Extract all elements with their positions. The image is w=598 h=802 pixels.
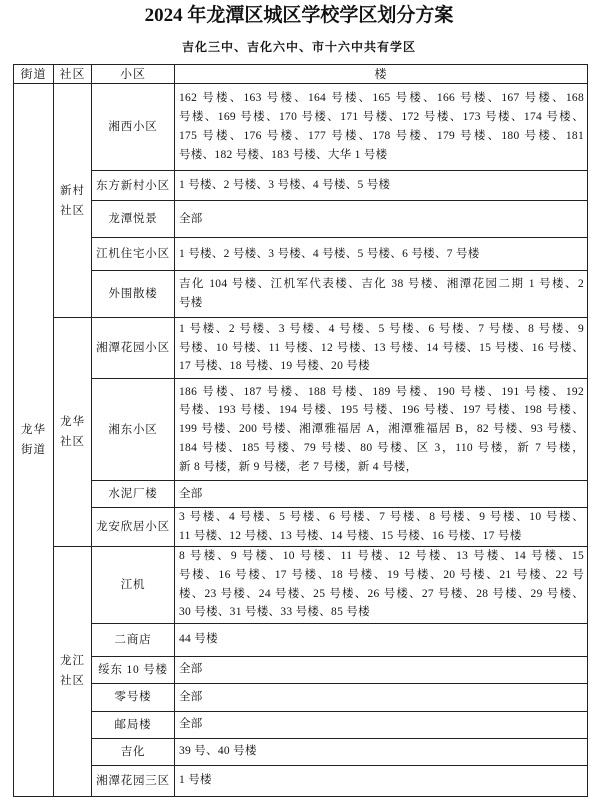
compound-name-cell: 绥东 10 号楼 bbox=[92, 656, 175, 683]
compound-name-cell: 龙安欣居小区 bbox=[92, 508, 175, 547]
header-buildings: 楼 bbox=[175, 65, 588, 84]
table-row bbox=[14, 508, 588, 547]
buildings-cell bbox=[175, 546, 588, 623]
buildings-text-line: 186 号楼、187 号楼、188 号楼、189 号楼、190 号楼、191 号楼、192 bbox=[179, 385, 584, 398]
compound-name-cell: 外围散楼 bbox=[92, 271, 175, 318]
table-row bbox=[14, 201, 588, 238]
table-row bbox=[14, 765, 588, 796]
buildings-text-line: 全部 bbox=[179, 663, 203, 676]
buildings-text-line: 全部 bbox=[179, 487, 203, 500]
compound-name-cell: 江机 bbox=[92, 546, 175, 623]
buildings-text-line: 175 号楼、176 号楼、177 号楼、178 号楼、179 号楼、180 号楼、181 bbox=[179, 130, 584, 142]
buildings-text-line: 17 号楼、18 号楼、19 号楼、20 号楼 bbox=[179, 360, 370, 373]
compound-name-cell: 零号楼 bbox=[92, 683, 175, 711]
buildings-cell bbox=[175, 711, 588, 738]
buildings-text-line: 39 号、40 号楼 bbox=[179, 745, 257, 758]
buildings-text-line: 全部 bbox=[179, 718, 203, 731]
compound-name-cell: 湘东小区 bbox=[92, 379, 175, 481]
buildings-text-line: 号楼、182 号楼、183 号楼、大华 1 号楼 bbox=[179, 148, 388, 161]
table-row bbox=[14, 84, 588, 171]
buildings-cell bbox=[175, 201, 588, 238]
document-subtitle: 吉化三中、吉化六中、市十六中共有学区 bbox=[181, 40, 416, 54]
buildings-cell bbox=[175, 481, 588, 508]
buildings-text-line: 11 号楼、12 号楼、13 号楼、14 号楼、15 号楼、16 号楼、17 号楼 bbox=[179, 529, 522, 542]
compound-name-cell: 湘潭花园三区 bbox=[92, 765, 175, 796]
table-row bbox=[14, 481, 588, 508]
compound-name-cell: 二商店 bbox=[92, 623, 175, 656]
buildings-text-line: 1 号楼、2 号楼、3 号楼、4 号楼、5 号楼、6 号楼、7 号楼 bbox=[179, 247, 480, 260]
table-row bbox=[14, 171, 588, 201]
compound-name-cell: 湘西小区 bbox=[92, 84, 175, 171]
buildings-text-line: 全部 bbox=[179, 212, 203, 225]
document-title: 2024 年龙潭区城区学校学区划分方案 bbox=[144, 5, 454, 26]
buildings-cell bbox=[175, 656, 588, 683]
table-row bbox=[14, 379, 588, 481]
buildings-cell bbox=[175, 271, 588, 318]
buildings-text-line: 全部 bbox=[179, 690, 203, 703]
compound-name-cell: 江机住宅小区 bbox=[92, 238, 175, 271]
compound-name-cell: 邮局楼 bbox=[92, 711, 175, 738]
buildings-text-line: 号楼 bbox=[179, 297, 203, 309]
buildings-text-line: 8 号楼、9 号楼、10 号楼、11 号楼、12 号楼、13 号楼、14 号楼、15 bbox=[179, 550, 584, 562]
buildings-text-line: 1 号楼 bbox=[179, 774, 212, 787]
compound-name-cell: 东方新村小区 bbox=[92, 171, 175, 201]
buildings-text-line: 号楼、16 号楼、17 号楼、18 号楼、19 号楼、20 号楼、21 号楼、22 号 bbox=[179, 568, 584, 581]
buildings-text-line: 吉化 104 号楼、江机军代表楼、吉化 38 号楼、湘潭花园二期 1 号楼、2 bbox=[179, 278, 584, 291]
buildings-cell bbox=[175, 238, 588, 271]
buildings-cell bbox=[175, 84, 588, 171]
buildings-text-line: 30 号楼、31 号楼、33 号楼、85 号楼 bbox=[179, 606, 370, 619]
buildings-cell bbox=[175, 379, 588, 481]
buildings-text-line: 3 号楼、4 号楼、5 号楼、6 号楼、7 号楼、8 号楼、9 号楼、10 号楼、 bbox=[179, 511, 584, 523]
table-header-row bbox=[14, 65, 588, 84]
buildings-text-line: 162 号楼、163 号楼、164 号楼、165 号楼、166 号楼、167 号楼、168 bbox=[179, 92, 584, 105]
header-compound: 小区 bbox=[92, 65, 175, 84]
buildings-text-line: 号楼、10 号楼、11 号楼、12 号楼、13 号楼、14 号楼、15 号楼、16 号楼、 bbox=[179, 341, 584, 354]
buildings-cell bbox=[175, 318, 588, 379]
table-row bbox=[14, 238, 588, 271]
buildings-cell bbox=[175, 171, 588, 201]
table-body bbox=[14, 84, 588, 797]
table-row bbox=[14, 683, 588, 711]
buildings-text-line: 184 号楼、185 号楼、79 号楼、80 号楼、区 3，110 号楼，新 7 号楼， bbox=[179, 441, 584, 454]
community-name-cell: 新村社区 bbox=[54, 84, 92, 318]
buildings-text-line: 44 号楼 bbox=[179, 633, 218, 646]
buildings-cell bbox=[175, 623, 588, 656]
buildings-cell bbox=[175, 683, 588, 711]
compound-name-cell: 龙潭悦景 bbox=[92, 201, 175, 238]
buildings-text-line: 新 8 号楼，新 9 号楼，老 7 号楼，新 4 号楼， bbox=[179, 460, 418, 473]
buildings-cell bbox=[175, 765, 588, 796]
school-district-table bbox=[13, 64, 588, 797]
header-street: 街道 bbox=[14, 65, 54, 84]
buildings-text-line: 199 号楼、200 号楼、湘潭雅福居 A，湘潭雅福居 B，82 号楼、93 号楼、 bbox=[179, 423, 584, 436]
street-name-cell: 龙华街道 bbox=[14, 84, 54, 797]
buildings-cell bbox=[175, 738, 588, 765]
buildings-text-line: 号楼、169 号楼、170 号楼、171 号楼、172 号楼、173 号楼、174 号楼、 bbox=[179, 111, 584, 124]
table-row bbox=[14, 656, 588, 683]
buildings-text-line: 1 号楼、2 号楼、3 号楼、4 号楼、5 号楼 bbox=[179, 179, 391, 192]
table-row bbox=[14, 546, 588, 623]
buildings-text-line: 号楼、193 号楼、194 号楼、195 号楼、196 号楼、197 号楼、198 号楼、 bbox=[179, 404, 584, 417]
compound-name-cell: 湘潭花园小区 bbox=[92, 318, 175, 379]
buildings-text-line: 楼、23 号楼、24 号楼、25 号楼、26 号楼、27 号楼、28 号楼、29 号楼、 bbox=[179, 587, 584, 600]
buildings-text-line: 1 号楼、2 号楼、3 号楼、4 号楼、5 号楼、6 号楼、7 号楼、8 号楼、9 bbox=[179, 322, 584, 335]
community-name-cell: 龙华社区 bbox=[54, 318, 92, 547]
table-row bbox=[14, 318, 588, 379]
table-row bbox=[14, 738, 588, 765]
table-row bbox=[14, 271, 588, 318]
table-row bbox=[14, 711, 588, 738]
compound-name-cell: 吉化 bbox=[92, 738, 175, 765]
buildings-cell bbox=[175, 508, 588, 547]
header-community: 社区 bbox=[54, 65, 92, 84]
table-row bbox=[14, 623, 588, 656]
community-name-cell: 龙江社区 bbox=[54, 546, 92, 796]
compound-name-cell: 水泥厂楼 bbox=[92, 481, 175, 508]
